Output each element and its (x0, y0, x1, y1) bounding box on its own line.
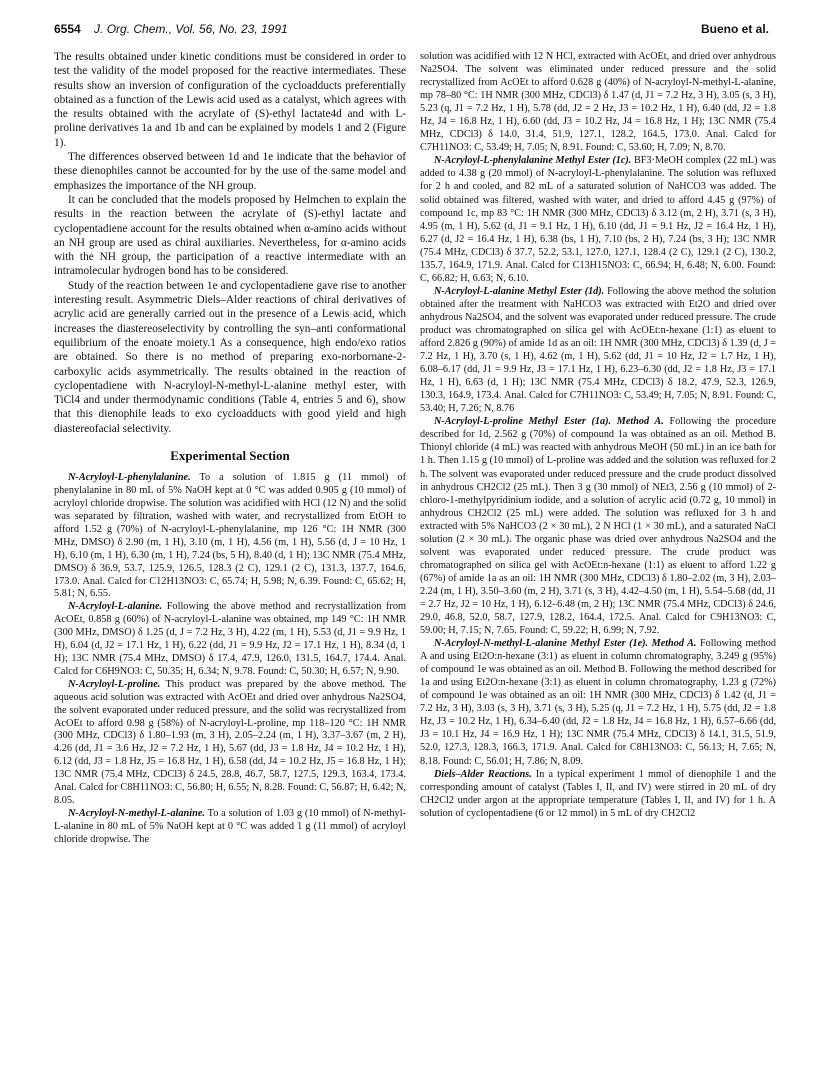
experimental-paragraph (54, 679, 406, 808)
body-paragraph-1: The results obtained under kinetic conditions must be considered in order to test the validity of the model proposed for the reactive intermediates. These results show an inversion of configuration of the cycloadducts preferentially obtained as a function of the Lewis acid used as a catalyst, which agrees with the results obtained with the acrylate of (S)-ethyl lactate4d and with L-proline derivatives 1a and 1b and can be explained by models 1 and 2 (Figure 1). (54, 51, 406, 149)
experimental-paragraph (420, 50, 776, 154)
experimental-paragraph (54, 808, 406, 847)
experimental-text: Following the above method the solution obtained after the treatment with NaHCO3 was extracted with Et2O and dried over anhydrous Na2SO4, and the solvent was evaporated under reduced pressure. The crude product was chromatographed on silica gel with AcOEt:n-hexane (1:1) as eluent to afford 2.826 g (90%) of amide 1d as an oil: 1H NMR (300 MHz, CDCl3) δ 1.39 (d, J = 7.2 Hz, 1 H), 3.70 (s, 1 H), 4.62 (m, 1 H), 5.62 (dd, J1 = 10 Hz, J2 = 1.7 Hz, 1 H), 6.08–6.17 (dd, J1 = 9.9 Hz, J3 = 17.1 Hz, 1 H), 6.23–6.30 (dd, J2 = 1.8 Hz, J3 = 17.1 Hz, 1 H), 6.63 (d, 1 H); 13C NMR (75.4 MHz, CDCl3) δ 18.2, 47.9, 52.3, 126.9, 130.3, 164.9, 173.4. Anal. Calcd for C7H11NO3: C, 53.49; H, 7.05; N, 8.91. Found: C, 53.40; H, 7.26; N, 8.76 (420, 285, 776, 415)
experimental-heading: N-Acryloyl-L-proline. (68, 678, 161, 690)
body-paragraph-4: Study of the reaction between 1e and cyclopentadiene gave rise to another interesting result. Asymmetric Diels–Alder reactions of chiral derivatives of acrylic acid are generally carried out in the presence of a Lewis acid, which increases the diastereoselectivity by controlling the syn–anti conformational equilibrium of the enoate moiety.1 As a consequence, high endo/exo ratios are obtained. So there is no method of preparing exo-norbornane-2-carboxylic acids asymmetrically. The results obtained in the reaction of cyclopentadiene with N-acryloyl-N-methyl-L-alanine methyl ester, with TiCl4 and under thermodynamic conditions (Table 4, entries 5 and 6), show that this dienophile leads to exo cycloadducts with good yield and high diastereofacial selectivity. (54, 279, 406, 435)
experimental-text: Following method A and using Et2O:n-hexane (3:1) as eluent in column chromatography, 3.249 g (95%) of compound 1e was obtained as an oil. Method B. Following the method described for 1a and using Et2O:n-hexane (3:1) as eluent in column chromatography, 1.23 g (72%) of compound 1e was obtained as an oil: 1H NMR (300 MHz, CDCl3) δ 1.42 (d, J1 = 7.2 Hz, 3 H), 3.03 (s, 3 H), 3.71 (s, 3 H), 5.25 (q, J1 = 7.2 Hz, 1 H), 5.75 (dd, J2 = 1.8 Hz, J3 = 10.2 Hz, 1 H), 6.34–6.40 (dd, J2 = 1.8 Hz, J4 = 16.8 Hz, 1 H), 6.57–6.66 (dd, J3 = 10.1 Hz, J4 = 16.9 Hz, 1 H); 13C NMR (75.4 MHz, CDCl3) δ 14.1, 31.5, 51.9, 52.0, 127.3, 128.3, 166.3, 171.9. Anal. Calcd for C8H13NO3: C, 56.13; H, 7.65; N, 8.18. Found: C, 56.01; H, 7.86; N, 8.09. (420, 638, 776, 767)
experimental-paragraph (420, 637, 776, 767)
section-title: Experimental Section (170, 448, 290, 464)
body-paragraph-3: It can be concluded that the models proposed by Helmchen to explain the results in the reaction between the acrylate of (S)-ethyl lactate and cyclopentadiene account for the results obtained when α-amino acids without an NH group are used as chiral auxiliaries. Nevertheless, for α-amino acids with the NH group, the participation of a reactive intermediate with an intramolecular hydrogen bond has to be considered. (54, 193, 406, 278)
experimental-text: Following the procedure described for 1d, 2.562 g (70%) of compound 1a was obtained as an oil. Method B. Thionyl chloride (4 mL) was reacted with anhydrous MeOH (50 mL) in an ice bath for 1 h. Then 1.15 g (10 mmol) of L-proline was added and the solution was refluxed for 2 h. The solvent was evaporated under reduced pressure and the crude product dissolved in anhydrous CH2Cl2 (25 mL). Then 3 g (30 mmol) of NEt3, 2.56 g (10 mmol) of 2-chloro-1-methylpyridinium iodide, and a solution of acrylic acid (0.72 g, 10 mmol) in anhydrous CH2Cl2 (25 mL) were added. The solution was refluxed for 3 h and extracted with 5% NaHCO3 (2 × 30 mL), 2 N HCl (1 × 30 mL), and a saturated NaCl solution (2 × 30 mL). The organic phase was dried over anhydrous Na2SO4 and the solvent was evaporated under reduced pressure. The crude product was chromatographed on silica gel with AcOEt:n-hexane (1:1) as eluent to afford 1.22 g (67%) of amide 1a as an oil: 1H NMR (300 MHz, CDCl3) δ 1.80–2.02 (m, 3 H), 2.03–2.24 (m, 1 H), 3.50–3.60 (m, 2 H), 3.71 (s, 3 H), 4.42–4.50 (m, 1 H), 5.54–5.68 (dd, J1 = 2.7 Hz, J2 = 10 Hz, 1 H), 6.12–6.48 (m, 2 H); 13C NMR (75.4 MHz, CDCl3) δ 24.6, 29.0, 46.8, 52.0, 58.7, 127.9, 128.2, 164.4, 172.5. Anal. Calcd for C9H13NO3: C, 59.00; H, 7.15; N, 7.65. Found: C, 59.22; H, 6.99; N, 7.92. (420, 416, 776, 637)
experimental-paragraph (54, 601, 406, 678)
experimental-heading: N-Acryloyl-L-phenylalanine Methyl Ester (1c). (434, 155, 632, 167)
experimental-text: solution was acidified with 12 N HCl, extracted with AcOEt, and dried over anhydrous Na2SO4. The solvent was eliminated under reduced pressure and the solid recrystallized from AcOEt to afford 0.628 g (40%) of N-acryloyl-N-methyl-L-alanine, mp 78–80 °C: 1H NMR (300 MHz, CDCl3) δ 1.47 (d, J1 = 7.2 Hz, 3 H), 3.05 (s, 3 H), 5.23 (q, J1 = 7.2 Hz, 1 H), 5.78 (dd, J2 = 2 Hz, J3 = 10.2 Hz, 1 H), 6.40 (dd, J2 = 1.8 Hz, J4 = 16.8 Hz, 1 H), 6.60 (dd, J3 = 10.2 Hz, J4 = 16.8 Hz, 1 H); 13C NMR (75.4 MHz, CDCl3) δ 14.0, 31.4, 51.9, 127.1, 128.2, 164.5, 173.0. Anal. Calcd for C7H11NO3: C, 53.49; H, 7.05; N, 8.91. Found: C, 53.60; H, 7.09; N, 8.70. (420, 51, 776, 154)
experimental-heading: N-Acryloyl-N-methyl-L-alanine. (68, 807, 205, 819)
experimental-text: In a typical experiment 1 mmol of dienophile 1 and the corresponding amount of catalyst (Tables I, II, and IV) were stirred in 20 mL of dry CH2Cl2 under argon at the appropriate temperature (Tables I, II, and IV) for 1 h. A solution of cyclopentadiene (6 or 12 mmol) in 5 mL of dry CH2Cl2 (420, 768, 776, 819)
body-paragraph-2: The differences observed between 1d and 1e indicate that the behavior of these dienophiles cannot be accounted for by the use of the same model and emphasizes the importance of the NH group. (54, 151, 406, 192)
experimental-heading: Diels–Alder Reactions. (434, 768, 532, 780)
experimental-section (54, 472, 406, 846)
experimental-paragraph (420, 154, 776, 284)
page-number: 6554 (54, 22, 81, 36)
header-authors: Bueno et al. (700, 22, 769, 36)
journal-citation: J. Org. Chem., Vol. 56, No. 23, 1991 (94, 22, 288, 36)
right-column (420, 50, 776, 1060)
header-left (54, 22, 288, 36)
experimental-heading: N-Acryloyl-L-phenylalanine. (68, 472, 191, 484)
running-header (54, 20, 769, 42)
experimental-text: To a solution of 1.03 g (10 mmol) of N-methyl-L-alanine in 80 mL of 5% NaOH kept at 0 °C was added 1 g (11 mmol) of acryloyl chloride dropwise. The (54, 807, 406, 845)
experimental-paragraph (420, 768, 776, 820)
experimental-heading: N-Acryloyl-L-proline Methyl Ester (1a). Method A. (434, 416, 664, 428)
experimental-heading: N-Acryloyl-L-alanine Methyl Ester (1d). (434, 285, 605, 297)
experimental-text: To a solution of 1.815 g (11 mmol) of phenylalanine in 80 mL of 5% NaOH kept at 0 °C was added 0.905 g (10 mmol) of acryloyl chloride dropwise. The solution was acidified with HCl (12 N) and the solid was separated by filtration, washed with water, and recrystallized from EtOH to afford 1.52 g (70%) of N-acryloyl-L-phenylalanine, mp 126 °C: 1H NMR (300 MHz, DMSO) δ 2.90 (m, 1 H), 3.10 (m, 1 H), 4.56 (m, 1 H), 5.56 (d, J = 10 Hz, 1 H), 6.10 (m, 1 H), 6.30 (m, 1 H), 7.24 (bs, 5 H), 8.40 (d, 1 H); 13C NMR (75.4 MHz, DMSO) δ 36.9, 53.7, 125.9, 126.5, 128.3 (2 C), 129.1 (2 C), 131.3, 137.7, 164.6, 173.0. Anal. Calcd for C12H13NO3: C, 65.74; H, 5.98; N, 6.39. Found: C, 65.62; H, 5.81; N, 6.55. (54, 472, 406, 600)
experimental-text: Following the above method and recrystallization from AcOEt, 0.858 g (60%) of N-acryloyl-L-alanine was obtained, mp 149 °C: 1H NMR (300 MHz, DMSO) δ 1.25 (d, J = 7.2 Hz, 3 H), 4.22 (m, 1 H), 5.53 (d, J1 = 9.9 Hz, 1 H), 6.04 (d, J2 = 17.1 Hz, 1 H), 6.22 (dd, J1 = 9.9 Hz, J2 = 17.1 Hz, 1 H), 8.34 (d, 1 H); 13C NMR (75.4 MHz, DMSO) δ 17.4, 47.9, 126.0, 131.5, 164.7, 174.4. Anal. Calcd for C6H9NO3: C, 50.35; H, 6.34; N, 9.78. Found: C, 50.30; H, 6.57; N, 9.90. (54, 601, 406, 677)
experimental-text: BF3·MeOH complex (22 mL) was added to 4.38 g (20 mmol) of N-acryloyl-L-phenylalanine. The solution was refluxed for 2 h and cooled, and 82 mL of a saturated solution of NaHCO3 was added. The solid obtained was filtered, washed with water, and dried to afford 4.45 g (97%) of compound 1c, mp 83 °C: 1H NMR (300 MHz, CDCl3) δ 3.12 (m, 2 H), 3.71 (s, 3 H), 4.95 (m, 1 H), 5.62 (d, J1 = 9.1 Hz, 1 H), 6.10 (dd, J1 = 9.1 Hz, J2 = 16.4 Hz, 1 H), 6.27 (d, J2 = 16.4 Hz, 1 H), 6.38 (bs, 1 H), 7.10 (bs, 2 H), 7.24 (bs, 3 H); 13C NMR (75.4 MHz, CDCl3) δ 37.7, 52.2, 53.1, 127.0, 127.1, 128.4 (2 C), 129.1 (2 C), 130.2, 135.7, 164.9, 171.9. Anal. Calcd for C13H15NO3: C, 66.94; H, 6.48; N, 6.00. Found: C, 66.82; H, 6.63; N, 6.10. (420, 155, 776, 284)
experimental-paragraph (420, 415, 776, 637)
experimental-heading: N-Acryloyl-L-alanine. (68, 601, 163, 613)
experimental-heading: N-Acryloyl-N-methyl-L-alanine Methyl Ester (1e). Method A. (434, 638, 697, 650)
left-column (54, 50, 406, 1060)
experimental-paragraph (54, 472, 406, 601)
experimental-paragraph (420, 285, 776, 415)
experimental-text: This product was prepared by the above method. The aqueous acid solution was extracted with AcOEt and dried over anhydrous Na2SO4, the solvent evaporated under reduced pressure, and the solid was recrystallized from AcOEt to afford 0.98 g (58%) of N-acryloyl-L-proline, mp 118–120 °C: 1H NMR (300 MHz, CDCl3) δ 1.80–1.93 (m, 3 H), 2.05–2.24 (m, 1 H), 3.37–3.67 (m, 2 H), 4.26 (dd, J1 = 3.6 Hz, J2 = 7.2 Hz, 1 H), 5.67 (dd, J3 = 1.8 Hz, J4 = 10.2 Hz, 1 H), 6.12 (dd, J3 = 1.8 Hz, J5 = 16.8 Hz, 1 H), 6.58 (dd, J4 = 10.2 Hz, J5 = 16.8 Hz, 1 H); 13C NMR (75.4 MHz, CDCl3) δ 24.5, 28.8, 46.7, 58.7, 127.5, 129.3, 163.4, 173.4. Anal. Calcd for C8H11NO3: C, 56.80; H, 6.55; N, 8.28. Found: C, 56.87; H, 6.42; N, 8.05. (54, 678, 406, 806)
